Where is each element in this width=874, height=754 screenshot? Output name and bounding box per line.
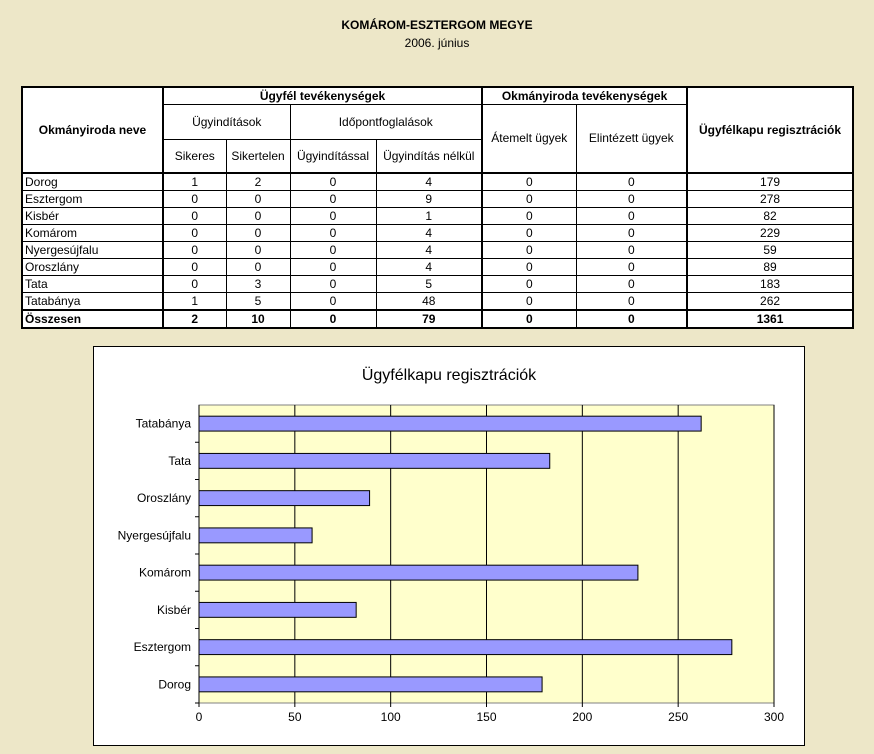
col-header-elintezett: Elintézett ügyek [576, 104, 687, 173]
cell-ugyinditas-nelkul: 4 [376, 242, 482, 259]
cell-elintezett: 0 [576, 208, 687, 225]
col-header-sikeres: Sikeres [163, 139, 226, 173]
cell-sikeres: 1 [163, 173, 226, 191]
cell-atemelt: 0 [482, 293, 576, 311]
cell-sikertelen: 0 [226, 242, 290, 259]
cell-atemelt: 0 [482, 208, 576, 225]
cell-ugyinditas-nelkul: 9 [376, 191, 482, 208]
cell-sikertelen: 3 [226, 276, 290, 293]
y-category-label: Komárom [138, 565, 191, 580]
cell-ugyinditassal: 0 [290, 259, 376, 276]
col-header-ugyinditassal: Ügyindítással [290, 139, 376, 173]
cell-ugyinditassal: 0 [290, 173, 376, 191]
cell-total-sikertelen: 10 [226, 310, 290, 328]
cell-registrations: 59 [687, 242, 853, 259]
chart-container [93, 346, 805, 746]
cell-elintezett: 0 [576, 225, 687, 242]
cell-name: Oroszlány [22, 259, 163, 276]
cell-elintezett: 0 [576, 293, 687, 311]
total-row [22, 310, 853, 328]
y-category-label: Esztergom [133, 640, 191, 655]
col-header-atemelt: Átemelt ügyek [482, 104, 576, 173]
cell-ugyinditas-nelkul: 4 [376, 173, 482, 191]
cell-ugyinditassal: 0 [290, 225, 376, 242]
cell-total-ugyinditas-nelkul: 79 [376, 310, 482, 328]
subgroup-header-ugyinditasok: Ügyindítások [163, 104, 290, 139]
y-category-label: Tatabánya [135, 416, 191, 431]
table-row [22, 276, 853, 293]
table-row [22, 208, 853, 225]
cell-sikeres: 0 [163, 191, 226, 208]
group-header-client: Ügyfél tevékenységek [163, 87, 482, 104]
cell-atemelt: 0 [482, 225, 576, 242]
cell-atemelt: 0 [482, 173, 576, 191]
col-header-sikertelen: Sikertelen [226, 139, 290, 173]
x-tick-label: 200 [572, 710, 593, 724]
cell-ugyinditassal: 0 [290, 208, 376, 225]
cell-registrations: 179 [687, 173, 853, 191]
cell-ugyinditassal: 0 [290, 242, 376, 259]
cell-sikeres: 0 [163, 208, 226, 225]
bar [199, 491, 370, 506]
cell-registrations: 262 [687, 293, 853, 311]
cell-elintezett: 0 [576, 276, 687, 293]
cell-sikeres: 0 [163, 276, 226, 293]
registrations-bar-chart [94, 347, 804, 745]
cell-name: Komárom [22, 225, 163, 242]
bar [199, 602, 356, 617]
table-row [22, 293, 853, 311]
x-tick-label: 0 [195, 710, 203, 724]
cell-atemelt: 0 [482, 191, 576, 208]
bar [199, 565, 638, 580]
cell-sikertelen: 0 [226, 225, 290, 242]
cell-name: Kisbér [22, 208, 163, 225]
cell-ugyinditas-nelkul: 48 [376, 293, 482, 311]
cell-sikertelen: 5 [226, 293, 290, 311]
chart-title: Ügyfélkapu regisztrációk [361, 367, 537, 384]
bar [199, 416, 701, 431]
x-tick-label: 150 [476, 710, 497, 724]
cell-total-sikeres: 2 [163, 310, 226, 328]
cell-ugyinditas-nelkul: 1 [376, 208, 482, 225]
y-category-label: Oroszlány [136, 491, 191, 506]
cell-atemelt: 0 [482, 259, 576, 276]
cell-name: Tata [22, 276, 163, 293]
bar [199, 453, 550, 468]
cell-name: Nyergesújfalu [22, 242, 163, 259]
table-row [22, 225, 853, 242]
col-header-registrations: Ügyfélkapu regisztrációk [687, 87, 853, 173]
bar [199, 640, 732, 655]
subgroup-header-idopontfoglalasok: Időpontfoglalások [290, 104, 482, 139]
report-title: KOMÁROM-ESZTERGOM MEGYE [341, 18, 533, 32]
table-row [22, 173, 853, 191]
cell-ugyinditassal: 0 [290, 276, 376, 293]
cell-registrations: 278 [687, 191, 853, 208]
cell-registrations: 183 [687, 276, 853, 293]
y-category-label: Tata [168, 453, 191, 468]
cell-name: Tatabánya [22, 293, 163, 311]
y-category-label: Dorog [158, 677, 191, 692]
cell-elintezett: 0 [576, 173, 687, 191]
cell-sikertelen: 0 [226, 191, 290, 208]
report-date: 2006. június [404, 36, 470, 50]
cell-sikeres: 1 [163, 293, 226, 311]
y-category-label: Nyergesújfalu [117, 528, 191, 543]
cell-sikertelen: 2 [226, 173, 290, 191]
cell-total-registrations: 1361 [687, 310, 853, 328]
cell-total-atemelt: 0 [482, 310, 576, 328]
cell-sikeres: 0 [163, 259, 226, 276]
cell-sikeres: 0 [163, 242, 226, 259]
cell-ugyinditassal: 0 [290, 293, 376, 311]
y-category-label: Kisbér [156, 602, 191, 617]
x-tick-label: 250 [668, 710, 689, 724]
bar [199, 528, 312, 543]
cell-sikertelen: 0 [226, 208, 290, 225]
cell-sikeres: 0 [163, 225, 226, 242]
cell-elintezett: 0 [576, 259, 687, 276]
cell-ugyinditassal: 0 [290, 191, 376, 208]
table-row [22, 242, 853, 259]
bar [199, 677, 542, 692]
x-tick-label: 50 [288, 710, 302, 724]
col-header-ugyinditas-nelkul: Ügyindítás nélkül [376, 139, 482, 173]
summary-table [21, 86, 854, 329]
cell-atemelt: 0 [482, 242, 576, 259]
x-tick-label: 100 [380, 710, 401, 724]
cell-total-elintezett: 0 [576, 310, 687, 328]
cell-atemelt: 0 [482, 276, 576, 293]
cell-registrations: 229 [687, 225, 853, 242]
x-tick-label: 300 [763, 710, 785, 724]
cell-elintezett: 0 [576, 242, 687, 259]
cell-total-name: Összesen [22, 310, 163, 328]
cell-ugyinditas-nelkul: 5 [376, 276, 482, 293]
group-header-office: Okmányiroda tevékenységek [482, 87, 687, 104]
cell-name: Dorog [22, 173, 163, 191]
cell-registrations: 82 [687, 208, 853, 225]
cell-name: Esztergom [22, 191, 163, 208]
table-row [22, 191, 853, 208]
cell-registrations: 89 [687, 259, 853, 276]
cell-elintezett: 0 [576, 191, 687, 208]
cell-ugyinditas-nelkul: 4 [376, 225, 482, 242]
cell-ugyinditas-nelkul: 4 [376, 259, 482, 276]
table-row [22, 259, 853, 276]
cell-sikertelen: 0 [226, 259, 290, 276]
cell-total-ugyinditassal: 0 [290, 310, 376, 328]
col-header-name: Okmányiroda neve [22, 87, 163, 173]
